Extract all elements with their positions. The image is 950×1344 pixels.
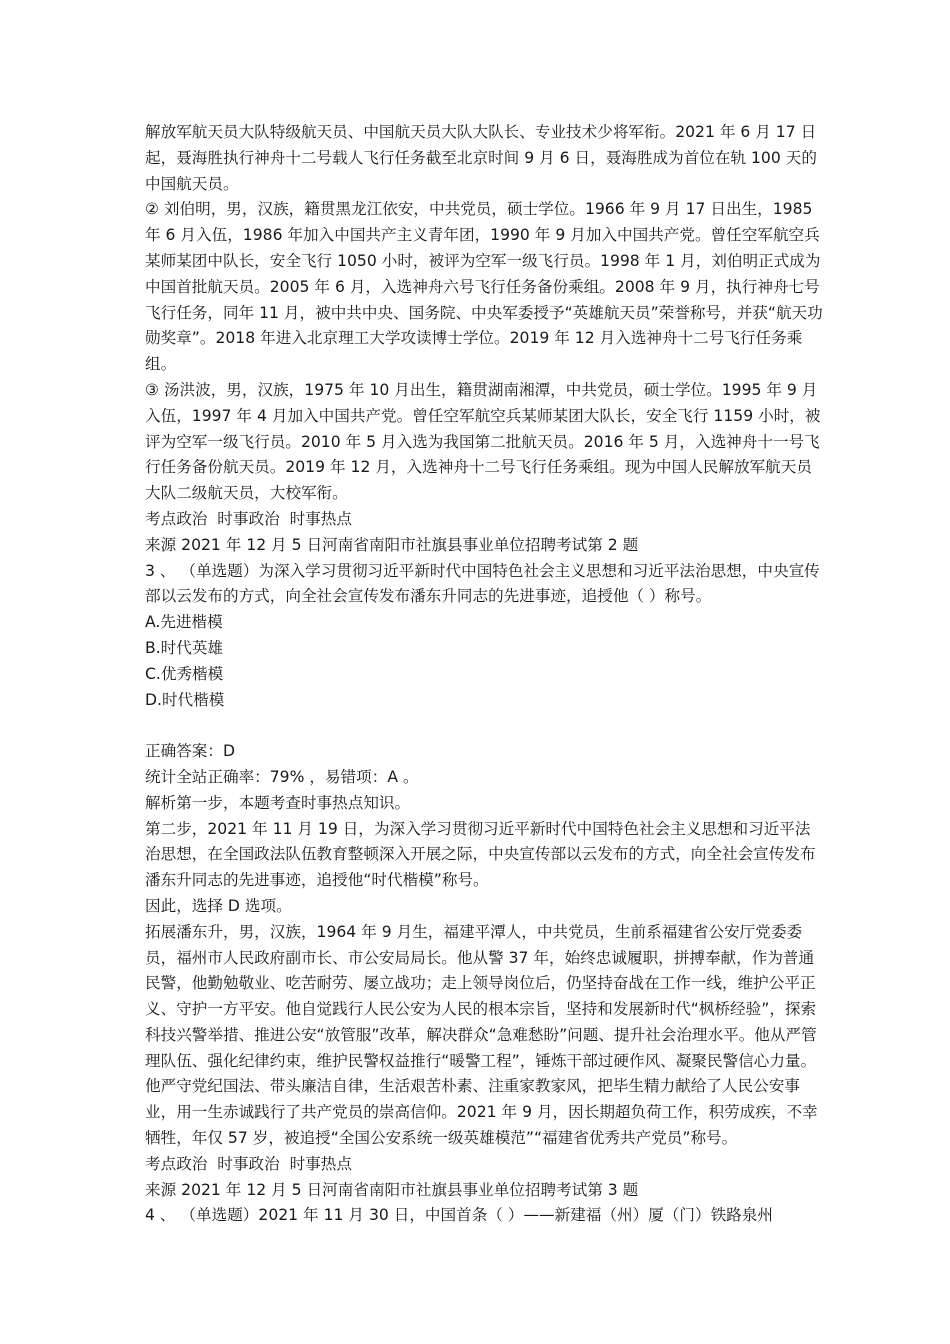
q3-analysis-step1: 解析第一步，本题考查时事热点知识。 (145, 793, 411, 812)
q3-stem: 3 、 （单选题）为深入学习贯彻习近平新时代中国特色社会主义思想和习近平法治思想，中央宣传部以云发布的方式，向全社会宣传发布潘东升同志的先进事迹，追授他（ ）称号。 (145, 561, 820, 606)
paragraph-nie-haisheng: 解放军航天员大队特级航天员、中国航天员大队大队长、专业技术少将军衔。2021 年 6 月 17 日起，聂海胜执行神舟十二号载人飞行任务截至北京时间 9 月 6 日，聂海胜成为首位在轨 100 天的中国航天员。 (145, 123, 817, 193)
q3-option-d: D.时代楷模 (145, 690, 225, 709)
q2-kaodian: 考点政治 时事政治 时事热点 (145, 509, 352, 528)
paragraph-tang-hongbo: ③ 汤洪波，男，汉族，1975 年 10 月出生，籍贯湖南湘潭，中共党员，硕士学位。1995 年 9 月入伍，1997 年 4 月加入中国共产党。曾任空军航空兵某师某团大队长，安全飞行 1159 小时，被评为空军一级飞行员。2010 年 5 月入选为我国第二批航天员。2016 年 5 月，入选神舟十一号飞行任务备份航天员。2019 年 12 月，入选神舟十二号飞行任务乘组。现为中国人民解放军航天员大队二级航天员，大校军衔。 (145, 380, 821, 503)
document-page (145, 120, 825, 1229)
q3-answer: 正确答案：D (145, 742, 235, 761)
q3-analysis-extension: 拓展潘东升，男，汉族，1964 年 9 月生，福建平潭人，中共党员，生前系福建省公安厅党委委员，福州市人民政府副市长、市公安局局长。他从警 37 年，始终忠诚履职，拼搏奉献，作为普通民警，他勤勉敬业、吃苦耐劳、屡立战功；走上领导岗位后，仍坚持奋战在工作一线，维护公平正义、守护一方平安。他自觉践行人民公安为人民的根本宗旨，坚持和发展新时代“枫桥经验”，探索科技兴警举措、推进公安“放管服”改革，解决群众“急难愁盼”问题、提升社会治理水平。他从严管理队伍、强化纪律约束，维护民警权益推行“暖警工程”，锤炼干部过硬作风、凝聚民警信心力量。他严守党纪国法、带头廉洁自律，生活艰苦朴素、注重家教家风，把毕生精力献给了人民公安事业，用一生赤诚践行了共产党员的崇高信仰。2021 年 9 月，因长期超负荷工作，积劳成疾，不幸牺牲，年仅 57 岁，被追授“全国公安系统一级英雄模范”“福建省优秀共产党员”称号。 (145, 922, 818, 1148)
q3-analysis-step2: 第二步，2021 年 11 月 19 日，为深入学习贯彻习近平新时代中国特色社会主义思想和习近平法治思想，在全国政法队伍教育整顿深入开展之际，中央宣传部以云发布的方式，向全社会宣传发布潘东升同志的先进事迹，追授他“时代楷模”称号。 (145, 819, 816, 890)
paragraph-liu-boming: ② 刘伯明，男，汉族，籍贯黑龙江依安，中共党员，硕士学位。1966 年 9 月 17 日出生，1985 年 6 月入伍，1986 年加入中国共产主义青年团，1990 年 9 月加入中国共产党。曾任空军航空兵某师某团中队长，安全飞行 1050 小时，被评为空军一级飞行员。1998 年 1 月，刘伯明正式成为中国首批航天员。2005 年 6 月，入选神舟六号飞行任务备份乘组。2008 年 9 月，执行神舟七号飞行任务，同年 11 月，被中共中央、国务院、中央军委授予“英雄航天员”荣誉称号，并获“航天功勋奖章”。2018 年进入北京理工大学攻读博士学位。2019 年 12 月入选神舟十二号飞行任务乘组。 (145, 200, 823, 374)
q2-source: 来源 2021 年 12 月 5 日河南省南阳市社旗县事业单位招聘考试第 2 题 (145, 535, 639, 554)
spacer (145, 713, 825, 739)
q3-option-c: C.优秀楷模 (145, 664, 224, 683)
q3-kaodian: 考点政治 时事政治 时事热点 (145, 1154, 352, 1173)
q3-source: 来源 2021 年 12 月 5 日河南省南阳市社旗县事业单位招聘考试第 3 题 (145, 1180, 639, 1199)
q3-stats: 统计全站正确率：79% ，易错项：A 。 (145, 767, 419, 786)
q4-stem: 4 、 （单选题）2021 年 11 月 30 日，中国首条（ ）——新建福（州）厦（门）铁路泉州 (145, 1206, 773, 1225)
q3-analysis-conclusion: 因此，选择 D 选项。 (145, 896, 292, 915)
q3-option-b: B.时代英雄 (145, 638, 224, 657)
q3-option-a: A.先进楷模 (145, 613, 223, 632)
